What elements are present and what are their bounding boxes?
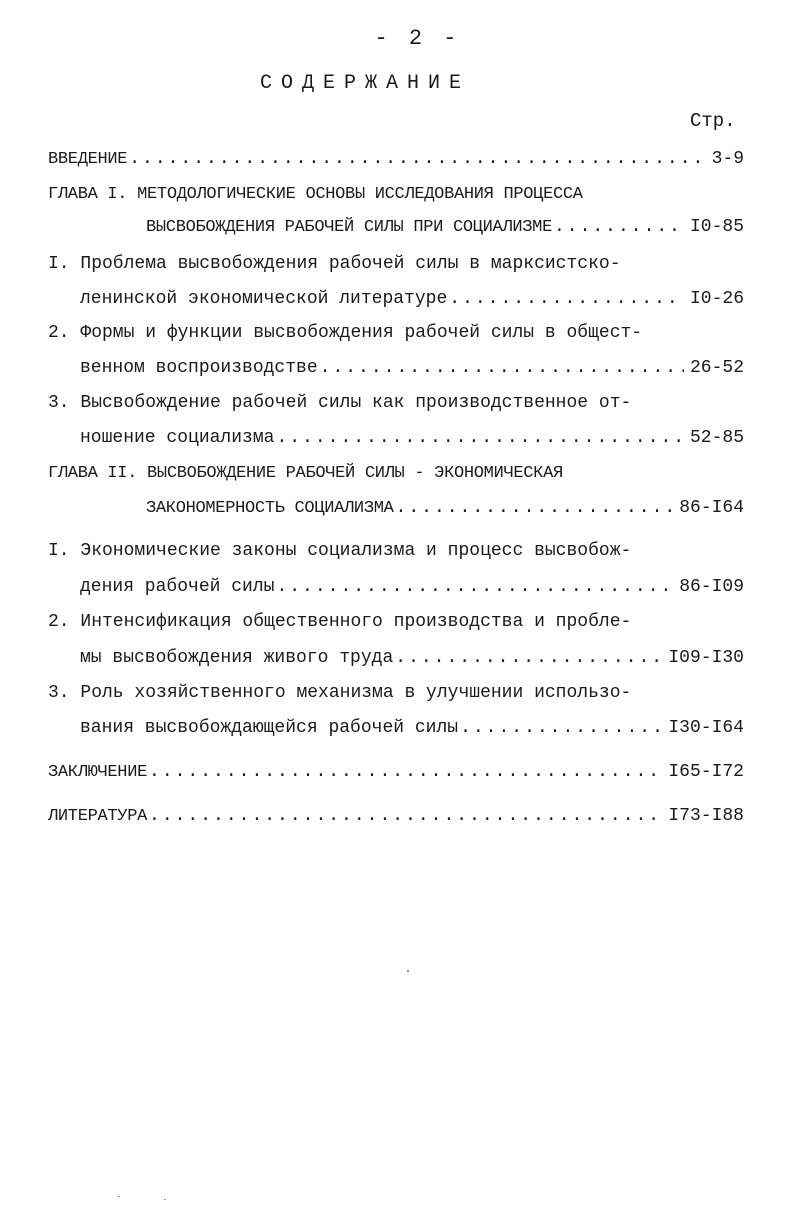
dot-leader <box>395 645 668 671</box>
toc-entry-pages: I0-26 <box>689 289 744 309</box>
toc-entry-pages: 86-I64 <box>679 498 744 518</box>
toc-entry-section-1-3-line-1 <box>48 390 744 416</box>
dot-leader <box>396 495 674 521</box>
toc-entry-section-2-3-line-2 <box>80 715 744 741</box>
toc-entry-text: I. Экономические законы социализма и процесс высвобож- <box>48 541 632 561</box>
toc-entry-pages: I73-I88 <box>668 806 744 826</box>
toc-entry-pages: I65-I72 <box>668 762 744 782</box>
toc-entry-section-2-1-line-2 <box>80 574 744 600</box>
dot-leader <box>276 425 684 451</box>
toc-entry-text: ГЛАВА I. МЕТОДОЛОГИЧЕСКИЕ ОСНОВЫ ИССЛЕДОВАНИЯ ПРОЦЕССА <box>48 185 583 204</box>
toc-entry-section-1-1-line-1 <box>48 251 744 277</box>
toc-entry-section-2-2-line-2 <box>80 645 744 671</box>
toc-entry-text: дения рабочей силы <box>80 577 275 597</box>
toc-entry-text: ЛИТЕРАТУРА <box>48 807 148 826</box>
toc-entry-section-1-2-line-2 <box>80 355 744 381</box>
dot-leader <box>460 715 662 741</box>
toc-entry-chapter-2-line-2 <box>146 495 744 521</box>
toc-entry-text: ЗАКЛЮЧЕНИЕ <box>48 763 148 782</box>
toc-entry-text: венном воспроизводстве <box>80 358 318 378</box>
page-number: - 2 - <box>374 26 461 51</box>
page-column-header: Стр. <box>690 110 736 132</box>
toc-entry-text: ношение социализма <box>80 428 275 448</box>
toc-entry-text: ЗАКОНОМЕРНОСТЬ СОЦИАЛИЗМА <box>146 499 394 518</box>
toc-entry-pages: 3-9 <box>711 149 744 169</box>
toc-entry-literature <box>48 803 744 829</box>
toc-entry-text: ВЫСВОБОЖДЕНИЯ РАБОЧЕЙ СИЛЫ ПРИ СОЦИАЛИЗМЕ <box>146 218 552 237</box>
toc-entry-section-1-3-line-2 <box>80 425 744 451</box>
toc-entry-section-2-3-line-1 <box>48 680 744 706</box>
dot-leader <box>129 146 705 172</box>
dot-leader <box>320 355 684 381</box>
scan-speck <box>164 1199 166 1200</box>
dot-leader <box>149 803 662 829</box>
toc-entry-pages: I09-I30 <box>668 648 744 668</box>
toc-entry-chapter-1-line-2 <box>146 214 744 240</box>
toc-entry-pages: 52-85 <box>689 428 744 448</box>
toc-entry-text: I. Проблема высвобождения рабочей силы в марксистско- <box>48 254 621 274</box>
toc-entry-text: 3. Роль хозяйственного механизма в улучшении использо- <box>48 683 632 703</box>
toc-entry-text: ВВЕДЕНИЕ <box>48 150 128 169</box>
toc-entry-text: 2. Формы и функции высвобождения рабочей силы в общест- <box>48 323 643 343</box>
toc-title: СОДЕРЖАНИЕ <box>259 72 471 95</box>
toc-entry-chapter-2-line-1 <box>48 460 744 486</box>
toc-entry-pages: I0-85 <box>689 217 744 237</box>
toc-entry-pages: I30-I64 <box>668 718 744 738</box>
toc-entry-section-1-2-line-1 <box>48 320 744 346</box>
scan-speck <box>118 1196 120 1197</box>
toc-entry-section-2-1-line-1 <box>48 538 744 564</box>
dot-leader <box>554 214 684 240</box>
dot-leader <box>449 286 684 312</box>
toc-entry-conclusion <box>48 759 744 785</box>
toc-entry-text: мы высвобождения живого труда <box>80 648 394 668</box>
dot-leader <box>276 574 673 600</box>
toc-entry-introduction <box>48 146 744 172</box>
toc-entry-section-2-2-line-1 <box>48 609 744 635</box>
toc-entry-text: ленинской экономической литературе <box>80 289 448 309</box>
toc-entry-text: 2. Интенсификация общественного производства и пробле- <box>48 612 632 632</box>
toc-entry-text: 3. Высвобождение рабочей силы как производственное от- <box>48 393 632 413</box>
toc-entry-pages: 86-I09 <box>679 577 744 597</box>
dot-leader <box>149 759 662 785</box>
toc-entry-chapter-1-line-1 <box>48 181 744 207</box>
toc-entry-text: ГЛАВА II. ВЫСВОБОЖДЕНИЕ РАБОЧЕЙ СИЛЫ - ЭКОНОМИЧЕСКАЯ <box>48 464 563 483</box>
toc-entry-text: вания высвобождающейся рабочей силы <box>80 718 459 738</box>
toc-entry-pages: 26-52 <box>689 358 744 378</box>
toc-entry-section-1-1-line-2 <box>80 286 744 312</box>
scan-speck <box>407 970 409 972</box>
